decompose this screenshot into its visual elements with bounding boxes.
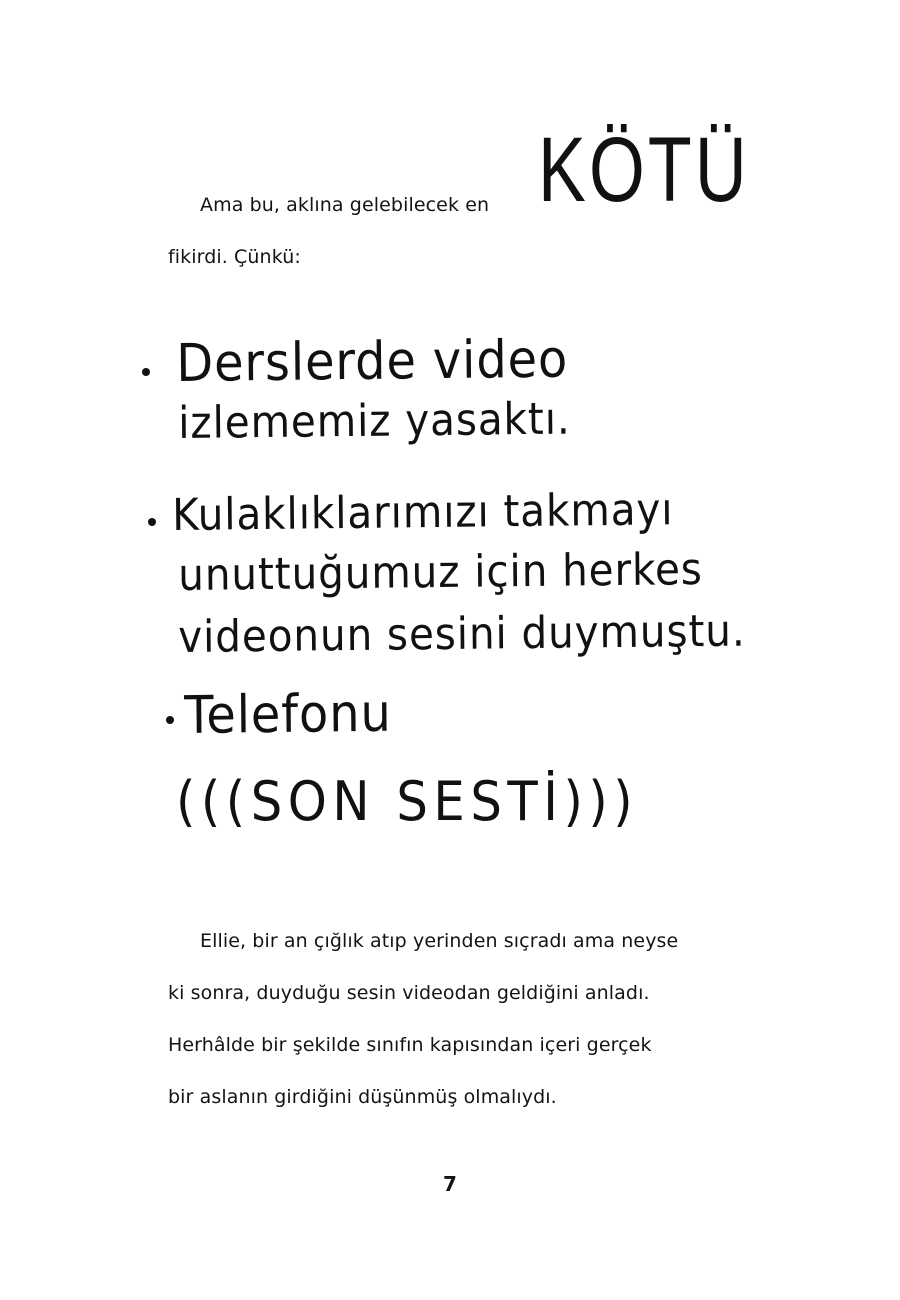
reason-1-line-2: izlememiz yasaktı.	[178, 393, 571, 449]
emphasis-word: KÖTÜ	[538, 119, 750, 221]
paragraph-line-3: Herhâlde bir şekilde sınıfın kapısından içeri gerçek	[168, 1034, 652, 1056]
reason-2-line-3: videonun sesini duymuştu.	[178, 605, 746, 663]
sound-effect-text: (((SON SESTİ)))	[176, 770, 639, 833]
reason-2-line-1: Kulaklıklarımızı takmayı	[172, 484, 674, 541]
reason-2-line-2: unuttuğumuz için herkes	[178, 544, 704, 601]
bullet-dot	[148, 518, 156, 526]
paragraph-line-2: ki sonra, duyduğu sesin videodan geldiğini anladı.	[168, 982, 650, 1004]
intro-line-1: Ama bu, aklına gelebilecek en	[200, 194, 490, 216]
page-number: 7	[443, 1172, 457, 1196]
bullet-dot	[142, 368, 150, 376]
intro-line-2: fikirdi. Çünkü:	[168, 246, 301, 268]
reason-3-line-1: Telefonu	[184, 683, 392, 746]
bullet-dot	[166, 716, 174, 724]
paragraph-line-1: Ellie, bir an çığlık atıp yerinden sıçradı ama neyse	[200, 930, 679, 952]
reason-1-line-1: Derslerde video	[176, 329, 569, 394]
paragraph-line-4: bir aslanın girdiğini düşünmüş olmalıydı.	[168, 1086, 557, 1108]
